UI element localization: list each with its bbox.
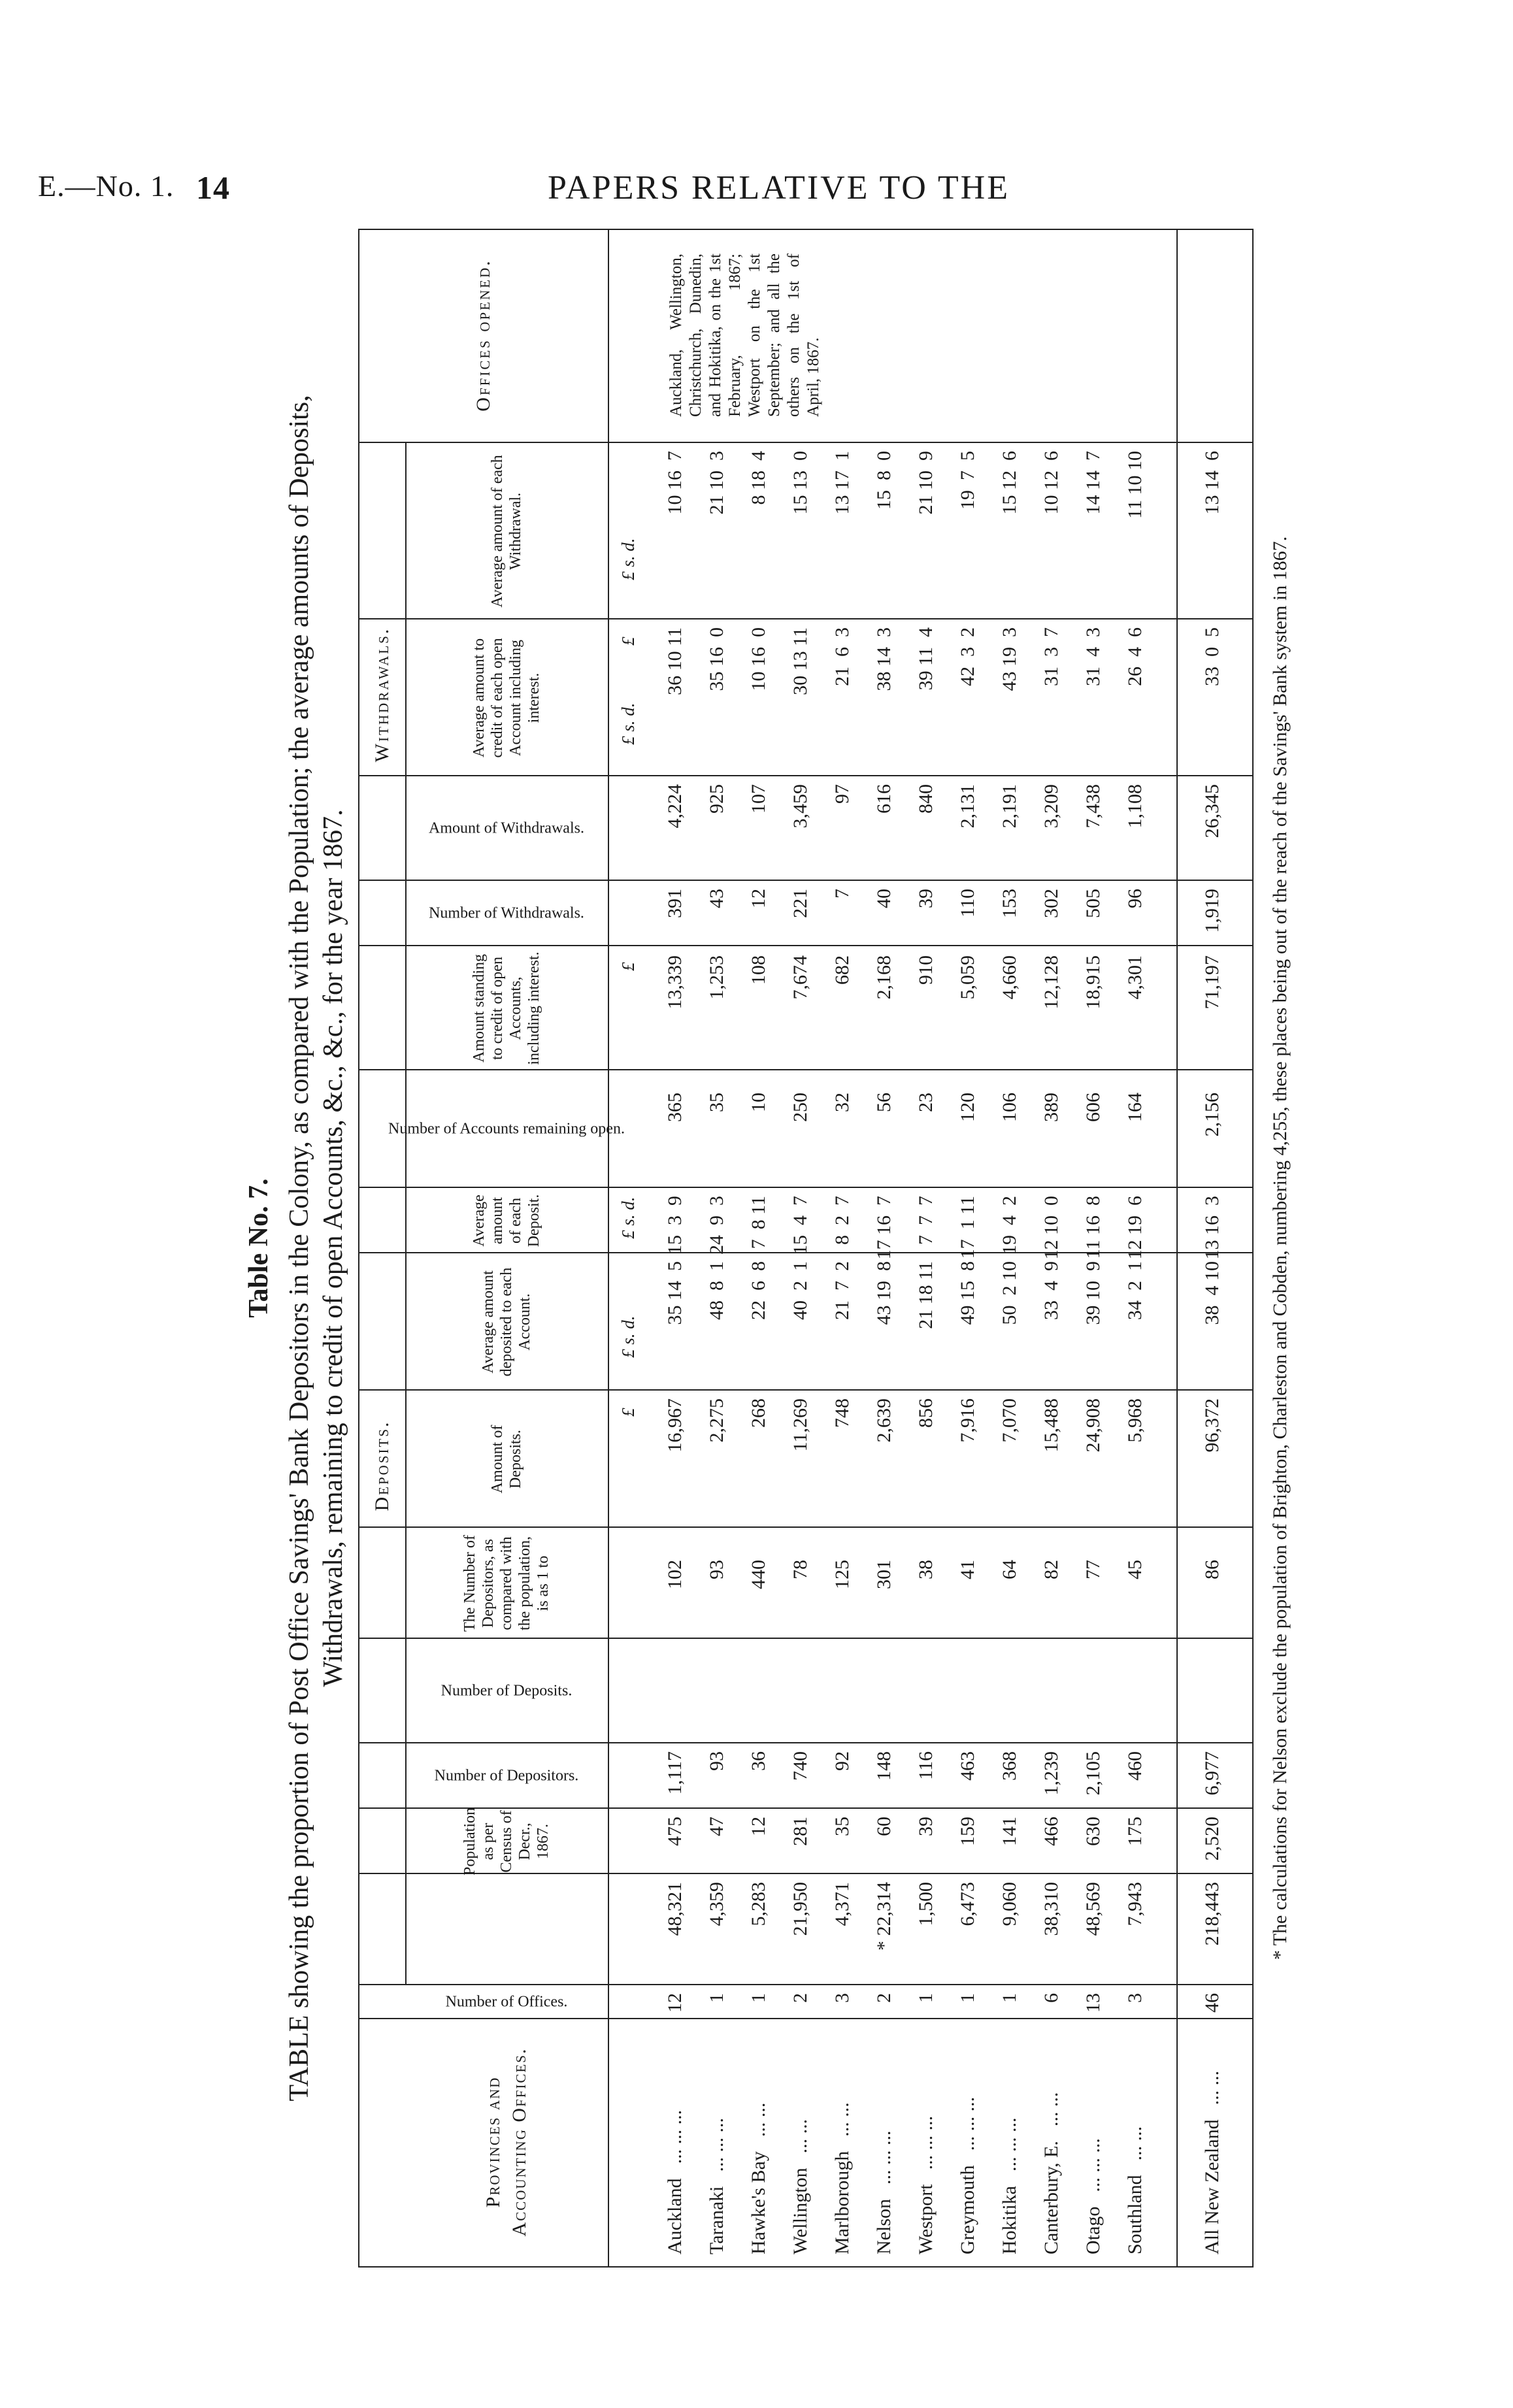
cell-avg-open: 31 3 7 bbox=[1040, 627, 1062, 686]
footnote: * The calculations for Nelson exclude the population of Brighton, Charleston and Cobden, numbering 4,255, these places being out of the reach of the Savings' Bank system in 1867. bbox=[1269, 536, 1291, 1960]
cell-depositors: 630 bbox=[1082, 1817, 1104, 1846]
col-depositors-box bbox=[412, 1743, 601, 1809]
leader-dots: ... ... ... bbox=[957, 2096, 978, 2151]
col-offices: Number of Offices. bbox=[445, 1993, 568, 2011]
cell-population: 6,473 bbox=[957, 1882, 978, 1926]
leader-dots: ... ... ... bbox=[915, 2115, 937, 2170]
cell-aw: 26,345 bbox=[1201, 784, 1223, 838]
col-avg-deposit: Average amount of each Deposit. bbox=[471, 1194, 542, 1247]
cell-avg-w: 21 10 9 bbox=[915, 451, 937, 515]
cell-offices: 1 bbox=[957, 1993, 978, 2003]
cell-depositors: 281 bbox=[790, 1817, 811, 1846]
cell-amount: 5,968 bbox=[1124, 1398, 1146, 1443]
cell-standing: 1,253 bbox=[706, 955, 727, 1000]
cell-open: 23 bbox=[915, 1093, 937, 1112]
cell-amount: 7,070 bbox=[999, 1398, 1020, 1443]
cell-avg-acc: 38 4 10 bbox=[1201, 1261, 1223, 1325]
col-avg-account: Average amount deposited to each Account. bbox=[480, 1267, 533, 1377]
province-label: Hawke's Bay bbox=[748, 2151, 769, 2254]
cell-avg-dep: 8 2 7 bbox=[831, 1196, 853, 1245]
cell-avg-w: 8 18 4 bbox=[748, 451, 769, 505]
unit-pound-standing: £ bbox=[618, 962, 638, 971]
cell-avg-open: 31 4 3 bbox=[1082, 627, 1104, 686]
province-name bbox=[664, 2110, 686, 2254]
cell-amount: 7,916 bbox=[957, 1398, 978, 1443]
cell-nw: 221 bbox=[790, 889, 811, 918]
cell-nw: 43 bbox=[706, 889, 727, 908]
province-name bbox=[790, 2119, 812, 2254]
unit-pound-amount: £ bbox=[618, 1408, 638, 1417]
col-num-withdrawals-box bbox=[412, 881, 601, 946]
cell-amount: 15,488 bbox=[1040, 1398, 1062, 1453]
cell-ratio: 45 bbox=[1124, 1560, 1146, 1579]
cell-population: 1,500 bbox=[915, 1882, 937, 1926]
province-label: Westport bbox=[915, 2184, 937, 2254]
col-offices-opened: Offices opened. bbox=[473, 259, 494, 412]
cell-standing: 71,197 bbox=[1201, 955, 1223, 1010]
offices-opened-note: Auckland, Wellington, Christchurch, Dunedin, and Hokitika, on the 1st February, 1867; Westport on the 1st September; and all the others on the 1st of April, 1867. bbox=[667, 254, 822, 417]
province-label: Taranaki bbox=[706, 2186, 727, 2254]
cell-standing: 4,660 bbox=[999, 955, 1020, 1000]
cell-ratio: 125 bbox=[831, 1560, 853, 1589]
cell-avg-acc: 48 8 1 bbox=[706, 1261, 727, 1320]
cell-avg-acc: 34 2 1 bbox=[1124, 1261, 1146, 1320]
cell-depositors: 12 bbox=[748, 1817, 769, 1836]
cell-aw: 107 bbox=[748, 784, 769, 814]
cell-deposits: 36 bbox=[748, 1751, 769, 1771]
cell-ratio: 440 bbox=[748, 1560, 769, 1589]
cell-avg-dep: 17 16 7 bbox=[873, 1196, 895, 1260]
cell-depositors: 466 bbox=[1040, 1817, 1062, 1846]
cell-standing: 18,915 bbox=[1082, 955, 1104, 1010]
cell-aw: 97 bbox=[831, 784, 853, 804]
cell-offices: 3 bbox=[1124, 1993, 1146, 2003]
cell-aw: 925 bbox=[706, 784, 727, 814]
cell-aw: 2,191 bbox=[999, 784, 1020, 829]
cell-avg-w: 13 14 6 bbox=[1201, 451, 1223, 515]
cell-nw: 302 bbox=[1040, 889, 1062, 918]
leader-dots: ... ... bbox=[831, 2102, 853, 2137]
cell-deposits: 740 bbox=[790, 1751, 811, 1781]
leader-dots: ... ... bbox=[1040, 2092, 1062, 2127]
cell-open: 250 bbox=[790, 1093, 811, 1122]
cell-depositors: 475 bbox=[664, 1817, 686, 1846]
cell-amount: 748 bbox=[831, 1398, 853, 1428]
cell-deposits: 1,117 bbox=[664, 1751, 686, 1795]
cell-depositors: 159 bbox=[957, 1817, 978, 1846]
province-name bbox=[1040, 2092, 1063, 2254]
cell-avg-w: 15 8 0 bbox=[873, 451, 895, 510]
province-label: Hokitika bbox=[999, 2186, 1020, 2254]
cell-standing: 13,339 bbox=[664, 955, 686, 1010]
cell-avg-acc: 50 2 10 bbox=[999, 1261, 1020, 1325]
cell-standing: 12,128 bbox=[1040, 955, 1062, 1010]
cell-avg-w: 13 17 1 bbox=[831, 451, 853, 515]
cell-population: 48,321 bbox=[664, 1882, 686, 1936]
col-amount-deposits: Amount of Deposits. bbox=[489, 1425, 524, 1494]
cell-open: 606 bbox=[1082, 1093, 1104, 1122]
leader-dots: ... ... ... bbox=[706, 2117, 727, 2172]
cell-standing: 7,674 bbox=[790, 955, 811, 1000]
savings-bank-table bbox=[358, 229, 1254, 2268]
cell-avg-dep: 15 3 9 bbox=[664, 1196, 686, 1255]
leader-dots: ... ... ... bbox=[664, 2109, 686, 2164]
cell-offices: 1 bbox=[915, 1993, 937, 2003]
cell-ratio: 86 bbox=[1201, 1560, 1223, 1579]
cell-deposits: 460 bbox=[1124, 1751, 1146, 1781]
cell-nw: 12 bbox=[748, 889, 769, 908]
cell-open: 35 bbox=[706, 1093, 727, 1112]
cell-open: 365 bbox=[664, 1093, 686, 1122]
rotated-table-block bbox=[243, 229, 1322, 2268]
province-label: All New Zealand bbox=[1201, 2119, 1223, 2254]
province-name bbox=[915, 2116, 937, 2254]
province-label: Southland bbox=[1124, 2175, 1146, 2254]
cell-amount: 24,908 bbox=[1082, 1398, 1104, 1453]
cell-depositors: 2,520 bbox=[1201, 1817, 1223, 1861]
cell-open: 2,156 bbox=[1201, 1093, 1223, 1137]
col-remaining: Number of Accounts remaining open. bbox=[388, 1120, 625, 1138]
cell-deposits: 1,239 bbox=[1040, 1751, 1062, 1796]
cell-avg-dep: 24 9 3 bbox=[706, 1196, 727, 1255]
cell-avg-dep: 19 4 2 bbox=[999, 1196, 1020, 1255]
table-number: Table No. 7. bbox=[244, 1178, 274, 1318]
cell-aw: 2,131 bbox=[957, 784, 978, 829]
cell-population: 5,283 bbox=[748, 1882, 769, 1926]
cell-offices: 1 bbox=[748, 1993, 769, 2003]
col-amount-withdrawals: Amount of Withdrawals. bbox=[429, 819, 584, 837]
cell-avg-acc: 40 2 1 bbox=[790, 1261, 811, 1320]
cell-avg-acc: 43 19 8 bbox=[873, 1261, 895, 1325]
cell-aw: 616 bbox=[873, 784, 895, 814]
cell-offices: 13 bbox=[1082, 1993, 1104, 2013]
cell-standing: 2,168 bbox=[873, 955, 895, 1000]
cell-population: * 22,314 bbox=[873, 1882, 895, 1951]
cell-standing: 5,059 bbox=[957, 955, 978, 1000]
cell-avg-acc: 21 7 2 bbox=[831, 1261, 853, 1320]
cell-avg-open: 35 16 0 bbox=[706, 627, 727, 691]
cell-standing: 4,301 bbox=[1124, 955, 1146, 1000]
cell-amount: 16,967 bbox=[664, 1398, 686, 1453]
cell-standing: 108 bbox=[748, 955, 769, 985]
province-label: Otago bbox=[1082, 2206, 1104, 2254]
cell-avg-open: 39 11 4 bbox=[915, 627, 937, 691]
cell-nw: 1,919 bbox=[1201, 889, 1223, 933]
deposits-group-header: Deposits. bbox=[371, 1420, 393, 1511]
cell-avg-open: 30 13 11 bbox=[790, 627, 811, 695]
cell-avg-w: 21 10 3 bbox=[706, 451, 727, 515]
cell-deposits: 92 bbox=[831, 1751, 853, 1771]
col-provinces: Provinces and Accounting Offices. bbox=[482, 2047, 530, 2237]
cell-aw: 4,224 bbox=[664, 784, 686, 829]
cell-depositors: 175 bbox=[1124, 1817, 1146, 1846]
cell-avg-dep: 12 19 6 bbox=[1124, 1196, 1146, 1260]
col-num-deposits: Number of Deposits. bbox=[441, 1682, 573, 1700]
cell-avg-dep: 17 1 11 bbox=[957, 1196, 978, 1259]
cell-aw: 1,108 bbox=[1124, 784, 1146, 829]
cell-open: 106 bbox=[999, 1093, 1020, 1122]
cell-avg-open: 43 19 3 bbox=[999, 627, 1020, 691]
cell-ratio: 78 bbox=[790, 1560, 811, 1579]
cell-avg-open: 36 10 11 bbox=[664, 627, 686, 695]
cell-nw: 153 bbox=[999, 889, 1020, 918]
col-standing: Amount standing to credit of open Accounts, including interest. bbox=[471, 951, 542, 1065]
cell-open: 389 bbox=[1040, 1093, 1062, 1122]
cell-avg-open: 42 3 2 bbox=[957, 627, 978, 686]
cell-nw: 505 bbox=[1082, 889, 1104, 918]
cell-nw: 110 bbox=[957, 889, 978, 917]
province-label: Auckland bbox=[664, 2178, 686, 2254]
cell-avg-acc: 21 18 11 bbox=[915, 1261, 937, 1329]
cell-population: 21,950 bbox=[790, 1882, 811, 1936]
province-label: Nelson bbox=[873, 2199, 895, 2254]
cell-nw: 96 bbox=[1124, 889, 1146, 908]
cell-amount: 268 bbox=[748, 1398, 769, 1428]
cell-deposits: 93 bbox=[706, 1751, 727, 1771]
province-name bbox=[999, 2118, 1021, 2255]
cell-avg-w: 15 12 6 bbox=[999, 451, 1020, 515]
cell-avg-dep: 7 8 11 bbox=[748, 1196, 769, 1249]
cell-depositors: 47 bbox=[706, 1817, 727, 1836]
cell-amount: 856 bbox=[915, 1398, 937, 1428]
col-avg-withdrawal: Average amount of each Withdrawal. bbox=[489, 455, 524, 608]
cell-avg-acc: 39 10 9 bbox=[1082, 1261, 1104, 1325]
cell-population: 38,310 bbox=[1040, 1882, 1062, 1936]
cell-offices: 46 bbox=[1201, 1993, 1223, 2013]
page-number: 14 bbox=[196, 169, 230, 206]
cell-amount: 2,275 bbox=[706, 1398, 727, 1443]
cell-avg-dep: 12 10 0 bbox=[1040, 1196, 1062, 1260]
cell-open: 32 bbox=[831, 1093, 853, 1112]
col-num-deposits-box bbox=[412, 1639, 601, 1743]
cell-avg-open: 33 0 5 bbox=[1201, 627, 1223, 686]
cell-avg-dep: 11 16 8 bbox=[1082, 1196, 1104, 1259]
cell-aw: 3,459 bbox=[790, 784, 811, 829]
cell-standing: 910 bbox=[915, 955, 937, 985]
cell-depositors: 35 bbox=[831, 1817, 853, 1836]
col-population: Population as per Census of Decr., 1867. bbox=[461, 1807, 552, 1875]
province-name bbox=[1124, 2126, 1146, 2254]
cell-deposits: 2,105 bbox=[1082, 1751, 1104, 1796]
cell-open: 56 bbox=[873, 1093, 895, 1112]
unit-lsd-avg-account: £ s. d. bbox=[618, 1315, 638, 1358]
cell-open: 120 bbox=[957, 1093, 978, 1122]
cell-avg-dep: 7 7 7 bbox=[915, 1196, 937, 1245]
cell-avg-w: 15 13 0 bbox=[790, 451, 811, 515]
cell-amount: 11,269 bbox=[790, 1398, 811, 1452]
cell-offices: 12 bbox=[664, 1993, 686, 2013]
col-remaining-box bbox=[388, 1070, 625, 1188]
cell-ratio: 102 bbox=[664, 1560, 686, 1589]
leader-dots: ... ... ... bbox=[1082, 2138, 1104, 2192]
cell-depositors: 39 bbox=[915, 1817, 937, 1836]
cell-avg-acc: 49 15 8 bbox=[957, 1261, 978, 1325]
leader-dots: ... ... bbox=[748, 2102, 769, 2137]
cell-open: 10 bbox=[748, 1093, 769, 1112]
col-amount-withdrawals-box bbox=[412, 776, 601, 881]
cell-population: 9,060 bbox=[999, 1882, 1020, 1926]
cell-avg-open: 38 14 3 bbox=[873, 627, 895, 691]
leader-dots: ... ... bbox=[1124, 2126, 1146, 2161]
header-code: E.—No. 1. bbox=[38, 169, 175, 203]
leader-dots: ... ... bbox=[1201, 2070, 1223, 2105]
province-name bbox=[748, 2103, 770, 2254]
cell-population: 4,359 bbox=[706, 1882, 727, 1926]
cell-offices: 2 bbox=[873, 1993, 895, 2003]
cell-depositors: 141 bbox=[999, 1817, 1020, 1846]
cell-aw: 840 bbox=[915, 784, 937, 814]
province-name bbox=[706, 2118, 728, 2254]
cell-offices: 6 bbox=[1040, 1993, 1062, 2003]
cell-avg-w: 11 10 10 bbox=[1124, 451, 1146, 519]
col-avg-open: Average amount to credit of each open Account including interest. bbox=[471, 638, 542, 758]
province-name bbox=[873, 2131, 895, 2255]
table-caption-line-1: TABLE showing the proportion of Post Office Savings' Bank Depositors in the Colony, as compared with the Population; the average amounts of Deposits, bbox=[284, 395, 314, 2102]
col-num-withdrawals: Number of Withdrawals. bbox=[429, 904, 584, 922]
cell-avg-open: 21 6 3 bbox=[831, 627, 853, 686]
cell-ratio: 77 bbox=[1082, 1560, 1104, 1579]
cell-deposits: 463 bbox=[957, 1751, 978, 1781]
cell-offices: 1 bbox=[999, 1993, 1020, 2003]
cell-nw: 7 bbox=[831, 889, 853, 899]
cell-deposits: 6,977 bbox=[1201, 1751, 1223, 1796]
unit-pound-withdrawals: £ bbox=[618, 636, 638, 646]
leader-dots: ... ... ... bbox=[999, 2117, 1020, 2171]
cell-population: 48,569 bbox=[1082, 1882, 1104, 1936]
cell-avg-acc: 22 6 8 bbox=[748, 1261, 769, 1320]
cell-nw: 40 bbox=[873, 889, 895, 908]
col-depositors: Number of Depositors. bbox=[434, 1767, 579, 1785]
running-title: PAPERS RELATIVE TO THE bbox=[548, 169, 1010, 206]
cell-amount: 2,639 bbox=[873, 1398, 895, 1443]
col-offices-box bbox=[412, 1985, 601, 2019]
cell-ratio: 82 bbox=[1040, 1560, 1062, 1579]
table-caption-line-2: Withdrawals, remaining to credit of open Accounts, &c., &c., for the year 1867. bbox=[318, 809, 348, 1687]
cell-deposits: 116 bbox=[915, 1751, 937, 1780]
cell-aw: 7,438 bbox=[1082, 784, 1104, 829]
cell-population: 218,443 bbox=[1201, 1882, 1223, 1946]
cell-offices: 3 bbox=[831, 1993, 853, 2003]
cell-offices: 1 bbox=[706, 1993, 727, 2003]
province-label: Marlborough bbox=[831, 2151, 853, 2254]
cell-deposits: 148 bbox=[873, 1751, 895, 1781]
cell-avg-acc: 35 14 5 bbox=[664, 1261, 686, 1325]
cell-avg-w: 10 16 7 bbox=[664, 451, 686, 515]
province-label: Wellington bbox=[790, 2168, 811, 2254]
cell-offices: 2 bbox=[790, 1993, 811, 2003]
cell-open: 164 bbox=[1124, 1093, 1146, 1122]
col-ratio: The Number of Depositors, as compared with the population, is as 1 to bbox=[461, 1535, 552, 1632]
cell-avg-w: 19 7 5 bbox=[957, 451, 978, 510]
withdrawals-group-header: Withdrawals. bbox=[371, 627, 393, 763]
cell-depositors: 60 bbox=[873, 1817, 895, 1836]
cell-population: 7,943 bbox=[1124, 1882, 1146, 1926]
province-label: Canterbury, E. bbox=[1040, 2141, 1062, 2254]
leader-dots: ... ... bbox=[790, 2119, 811, 2154]
province-name bbox=[957, 2097, 979, 2254]
cell-ratio: 38 bbox=[915, 1560, 937, 1579]
province-name bbox=[1201, 2071, 1223, 2254]
cell-avg-w: 14 14 7 bbox=[1082, 451, 1104, 515]
cell-standing: 682 bbox=[831, 955, 853, 985]
cell-ratio: 93 bbox=[706, 1560, 727, 1579]
cell-avg-open: 26 4 6 bbox=[1124, 627, 1146, 686]
cell-avg-dep: 15 4 7 bbox=[790, 1196, 811, 1255]
cell-avg-acc: 33 4 9 bbox=[1040, 1261, 1062, 1320]
cell-ratio: 64 bbox=[999, 1560, 1020, 1579]
cell-ratio: 41 bbox=[957, 1560, 978, 1579]
cell-avg-open: 10 16 0 bbox=[748, 627, 769, 691]
cell-nw: 391 bbox=[664, 889, 686, 918]
cell-amount: 96,372 bbox=[1201, 1398, 1223, 1453]
unit-lsd-avg-open: £ s. d. bbox=[618, 702, 638, 745]
cell-aw: 3,209 bbox=[1040, 784, 1062, 829]
cell-avg-w: 10 12 6 bbox=[1040, 451, 1062, 515]
cell-avg-dep: 13 16 3 bbox=[1201, 1196, 1223, 1260]
cell-ratio: 301 bbox=[873, 1560, 895, 1589]
province-name bbox=[1082, 2138, 1105, 2254]
province-name bbox=[831, 2102, 854, 2254]
unit-lsd-avg-withdrawal: £ s. d. bbox=[618, 538, 638, 580]
cell-deposits: 368 bbox=[999, 1751, 1020, 1781]
unit-lsd-avg-deposit: £ s. d. bbox=[618, 1196, 638, 1239]
leader-dots: ... ... ... bbox=[873, 2130, 895, 2185]
cell-population: 4,371 bbox=[831, 1882, 853, 1926]
province-label: Greymouth bbox=[957, 2165, 978, 2254]
cell-nw: 39 bbox=[915, 889, 937, 908]
